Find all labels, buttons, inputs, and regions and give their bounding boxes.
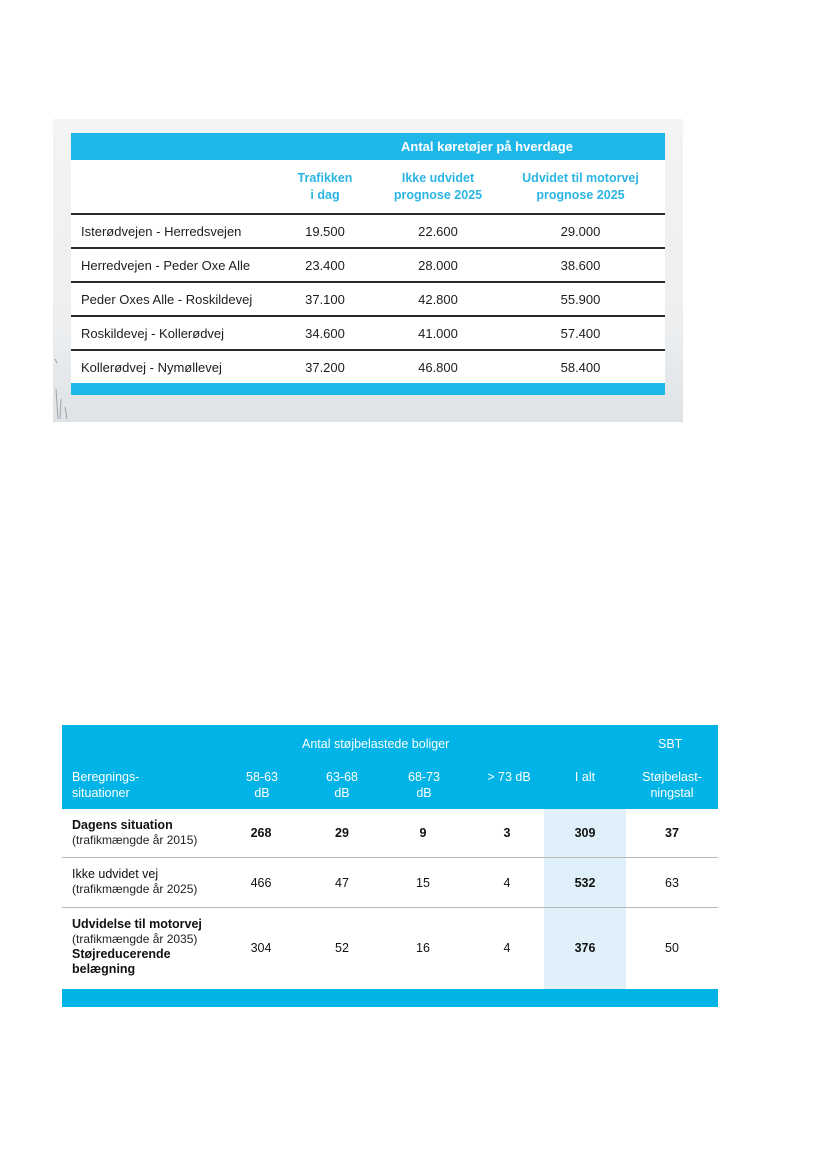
db68-cell: 16 bbox=[416, 941, 430, 955]
sbt-cell: 63 bbox=[665, 876, 679, 890]
sbt-group-header: SBT bbox=[658, 737, 683, 751]
expanded-cell: 57.400 bbox=[560, 325, 601, 341]
db73-cell: 4 bbox=[503, 876, 511, 890]
traffic-table-group-header: Antal køretøjer på hverdage bbox=[71, 133, 665, 160]
noise-table-header bbox=[62, 725, 718, 809]
background-photo-fragment bbox=[53, 349, 73, 419]
db58-cell: 304 bbox=[250, 941, 272, 955]
column-header-63-68: 63-68 dB bbox=[326, 770, 358, 800]
table-row bbox=[71, 249, 665, 283]
table-row bbox=[62, 809, 718, 858]
db63-cell: 52 bbox=[335, 941, 349, 955]
today-cell: 37.200 bbox=[305, 359, 345, 375]
segment-cell: Kollerødvej - Nymøllevej bbox=[81, 359, 222, 375]
expanded-cell: 55.900 bbox=[560, 291, 601, 307]
segment-cell: Herredvejen - Peder Oxe Alle bbox=[81, 257, 251, 273]
column-header-68-73: 68-73 dB bbox=[408, 770, 440, 800]
column-header-total: I alt bbox=[574, 770, 596, 784]
column-header-today: Trafikken i dag bbox=[297, 171, 353, 202]
situation-cell: Ikke udvidet vej (trafikmængde år 2025) bbox=[72, 867, 198, 896]
noise-table-group-header: Antal støjbelastede boliger bbox=[302, 737, 450, 751]
noise-table bbox=[62, 725, 718, 1007]
today-cell: 37.100 bbox=[305, 291, 345, 307]
traffic-table-footer-bar bbox=[71, 383, 665, 395]
traffic-table-panel bbox=[53, 119, 683, 422]
noise-table-body bbox=[62, 809, 718, 989]
table-row bbox=[71, 317, 665, 351]
today-cell: 19.500 bbox=[305, 223, 345, 239]
table-row bbox=[71, 351, 665, 383]
traffic-table bbox=[71, 133, 665, 395]
db73-cell: 3 bbox=[503, 826, 511, 840]
not-expanded-cell: 42.800 bbox=[418, 291, 458, 307]
table-row bbox=[71, 215, 665, 249]
column-header-segment bbox=[71, 160, 270, 213]
total-cell: 532 bbox=[574, 876, 596, 890]
not-expanded-cell: 22.600 bbox=[418, 223, 458, 239]
traffic-table-column-headers bbox=[71, 160, 665, 215]
sbt-cell: 50 bbox=[665, 941, 679, 955]
column-header-58-63: 58-63 dB bbox=[246, 770, 278, 800]
not-expanded-cell: 28.000 bbox=[418, 257, 458, 273]
segment-cell: Roskildevej - Kollerødvej bbox=[81, 325, 225, 341]
expanded-cell: 58.400 bbox=[560, 359, 601, 375]
column-header-not-expanded: Ikke udvidet prognose 2025 bbox=[393, 171, 483, 202]
segment-cell: Peder Oxes Alle - Roskildevej bbox=[81, 291, 253, 307]
noise-table-footer-bar bbox=[62, 989, 718, 1007]
situation-cell: Dagens situation (trafikmængde år 2015) bbox=[72, 818, 198, 847]
situation-cell: Udvidelse til motorvej (trafikmængde år 2035) Støjreducerende belægning bbox=[72, 917, 202, 976]
db73-cell: 4 bbox=[503, 941, 511, 955]
db68-cell: 9 bbox=[419, 826, 427, 840]
today-cell: 34.600 bbox=[305, 325, 345, 341]
expanded-cell: 38.600 bbox=[560, 257, 601, 273]
table-row bbox=[62, 858, 718, 908]
table-row bbox=[62, 908, 718, 989]
db63-cell: 29 bbox=[335, 826, 349, 840]
not-expanded-cell: 41.000 bbox=[418, 325, 458, 341]
expanded-cell: 29.000 bbox=[560, 223, 601, 239]
db58-cell: 466 bbox=[250, 876, 272, 890]
column-header-sbt: Støjbelast- ningstal bbox=[642, 770, 702, 800]
not-expanded-cell: 46.800 bbox=[418, 359, 458, 375]
table-row bbox=[71, 283, 665, 317]
segment-cell: Isterødvejen - Herredsvejen bbox=[81, 223, 242, 239]
db58-cell: 268 bbox=[250, 826, 272, 840]
total-cell: 309 bbox=[574, 826, 596, 840]
sbt-cell: 37 bbox=[665, 826, 679, 840]
column-header-over-73: > 73 dB bbox=[487, 770, 531, 784]
total-cell: 376 bbox=[574, 941, 596, 955]
db63-cell: 47 bbox=[335, 876, 349, 890]
column-header-expanded: Udvidet til motorvej prognose 2025 bbox=[522, 171, 639, 202]
db68-cell: 15 bbox=[416, 876, 430, 890]
today-cell: 23.400 bbox=[305, 257, 345, 273]
column-header-situation: Beregnings- situationer bbox=[72, 770, 140, 800]
